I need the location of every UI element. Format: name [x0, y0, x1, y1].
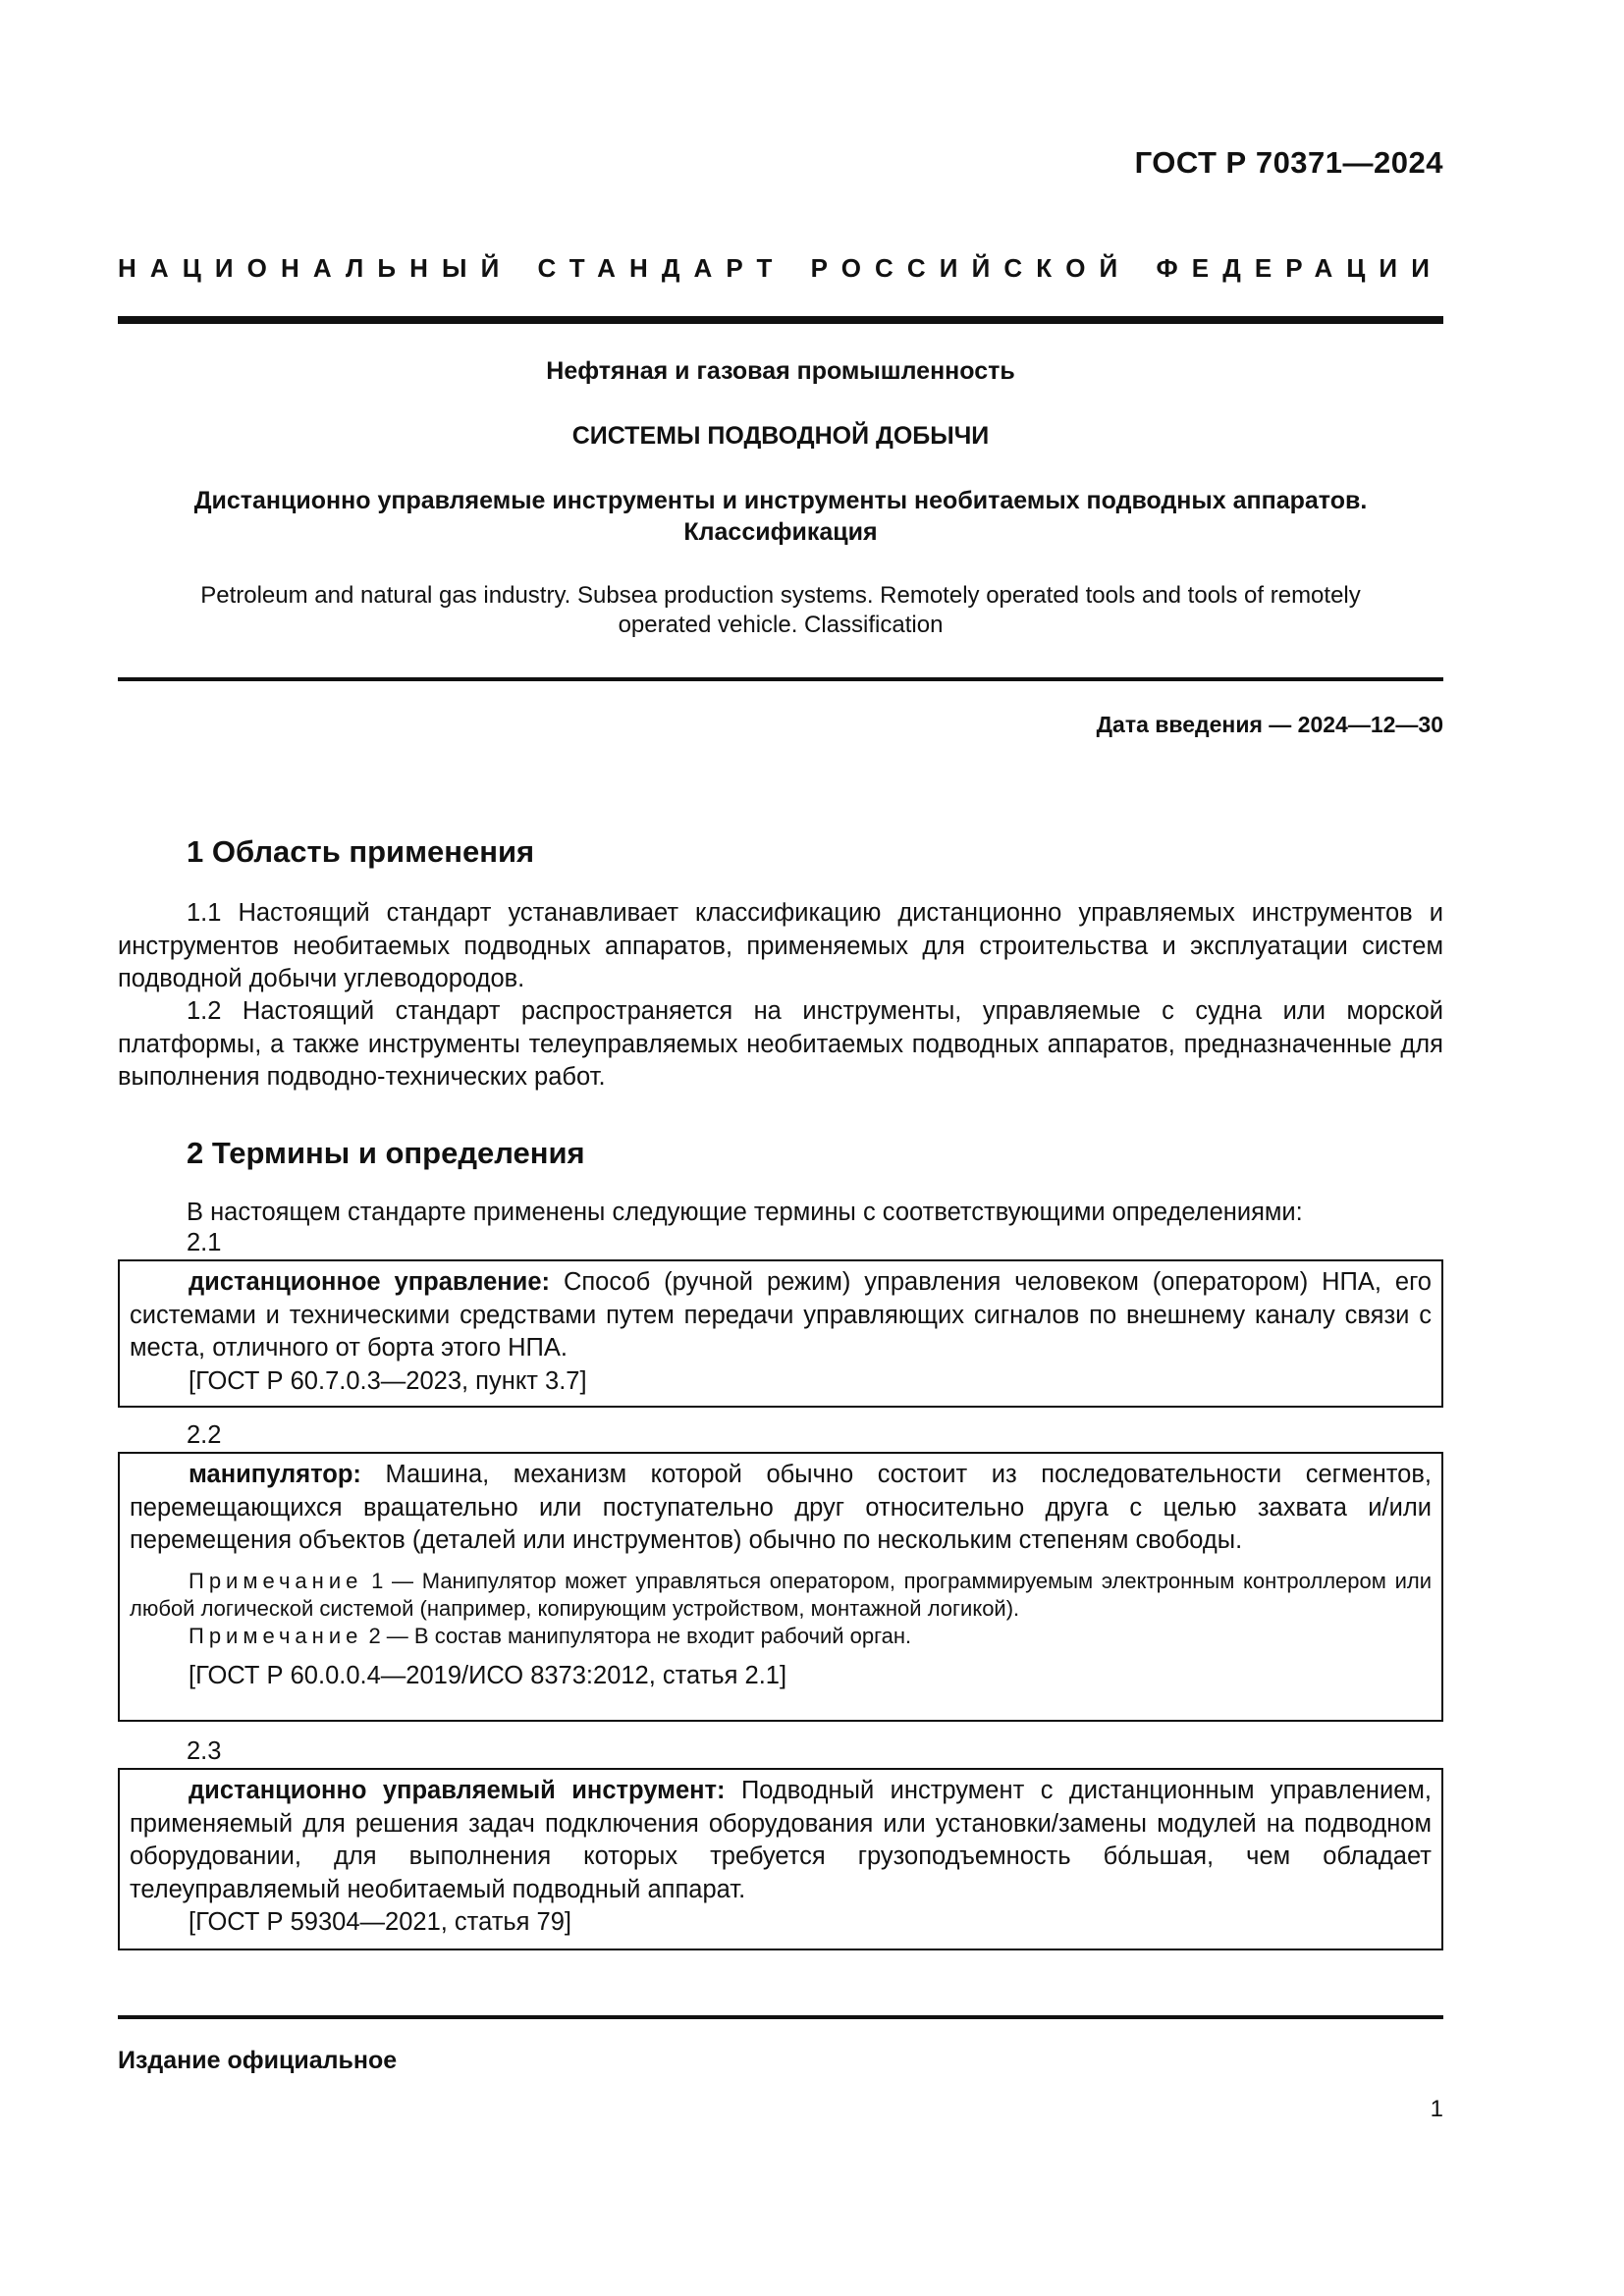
term-source: [ГОСТ Р 60.7.0.3—2023, пункт 3.7] — [189, 1366, 587, 1395]
title-rule — [118, 677, 1443, 681]
term-name: манипулятор: — [189, 1461, 361, 1488]
term-source: [ГОСТ Р 59304—2021, статья 79] — [189, 1908, 571, 1936]
term-text: Способ (ручной режим) управления человеком (оператором) НПА, его системами и техническими средствами путем передачи управляющих сигналов по внешнему каналу связи с места, отличного от борта этого НПА. — [130, 1268, 1432, 1362]
term-definition — [130, 1459, 1432, 1558]
header-rule — [118, 316, 1443, 324]
note-label: Примечание — [189, 1568, 363, 1593]
term-source: [ГОСТ Р 60.0.0.4—2019/ИСО 8373:2012, статья 2.1] — [189, 1661, 787, 1689]
term-box-remote-tool — [118, 1768, 1443, 1950]
official-edition-label: Издание официальное — [118, 2047, 398, 2074]
term-name: дистанционно управляемый инструмент: — [189, 1777, 726, 1804]
subject-title-line2: Классификация — [683, 518, 878, 546]
systems-title: СИСТЕМЫ ПОДВОДНОЙ ДОБЫЧИ — [571, 422, 990, 450]
section-1-heading: 1 Область применения — [187, 834, 535, 869]
term-note-1 — [130, 1568, 1432, 1623]
section-2-heading: 2 Термины и определения — [187, 1136, 585, 1170]
paragraph-1-1: 1.1 Настоящий стандарт устанавливает классификацию дистанционно управляемых инструментов и инструментов необитаемых подводных аппаратов, применяемых для строительства и эксплуатации систем подводной добычи углеводородов. — [118, 899, 1443, 992]
note-label: Примечание — [189, 1623, 363, 1648]
term-text: Машина, механизм которой обычно состоит из последовательности сегментов, перемещающихся вращательно или поступательно друг относительно друга с целью захвата и/или перемещения объектов (деталей или инструментов) обычно по нескольким степеням свободы. — [130, 1461, 1432, 1554]
term-name: дистанционное управление: — [189, 1268, 551, 1296]
term-definition — [130, 1266, 1432, 1365]
term-definition — [130, 1775, 1432, 1906]
term-box-remote-control — [118, 1259, 1443, 1408]
term-text: Подводный инструмент с дистанционным управлением, применяемый для решения задач подключения оборудования или установки/замены модулей на подводном оборудовании, для выполнения которых требуется грузоподъемность бóльшая, чем обладает телеуправляемый необитаемый подводный аппарат. — [130, 1777, 1432, 1903]
national-standard-banner: НАЦИОНАЛЬНЫЙ СТАНДАРТ РОССИЙСКОЙ ФЕДЕРАЦИИ — [118, 253, 1443, 283]
term-box-manipulator — [118, 1452, 1443, 1722]
document-page — [118, 0, 1443, 2296]
introduction-date: Дата введения — 2024—12—30 — [1096, 712, 1443, 737]
english-title — [118, 581, 1443, 640]
industry-title: Нефтяная и газовая промышленность — [546, 357, 1015, 385]
term-number: 2.3 — [187, 1737, 222, 1765]
subject-title — [118, 485, 1443, 548]
paragraph-1-2: 1.2 Настоящий стандарт распространяется на инструменты, управляемые с судна или морской платформы, а также инструменты телеуправляемых необитаемых подводных аппаратов, предназначенные для выполнения подводно-технических работ. — [118, 997, 1443, 1091]
page-number: 1 — [1430, 2096, 1443, 2122]
section-2-intro: В настоящем стандарте применены следующие термины с соответствующими определениями: — [187, 1199, 1303, 1226]
document-number: ГОСТ Р 70371—2024 — [1134, 145, 1443, 180]
term-note-2 — [130, 1623, 1432, 1650]
term-number: 2.1 — [187, 1229, 222, 1256]
footer-rule — [118, 2015, 1443, 2019]
subject-title-line1: Дистанционно управляемые инструменты и инструменты необитаемых подводных аппаратов. — [193, 487, 1368, 514]
english-title-line1: Petroleum and natural gas industry. Subsea production systems. Remotely operated tools and tools of remotely — [200, 582, 1361, 609]
english-title-line2: operated vehicle. Classification — [618, 612, 944, 638]
note-text: 2 — В состав манипулятора не входит рабочий орган. — [362, 1623, 912, 1648]
note-text: 1 — Манипулятор может управляться оператором, программируемым электронным контроллером или любой логической системой (например, копирующим устройством, монтажной логикой). — [130, 1568, 1432, 1621]
term-number: 2.2 — [187, 1421, 222, 1449]
